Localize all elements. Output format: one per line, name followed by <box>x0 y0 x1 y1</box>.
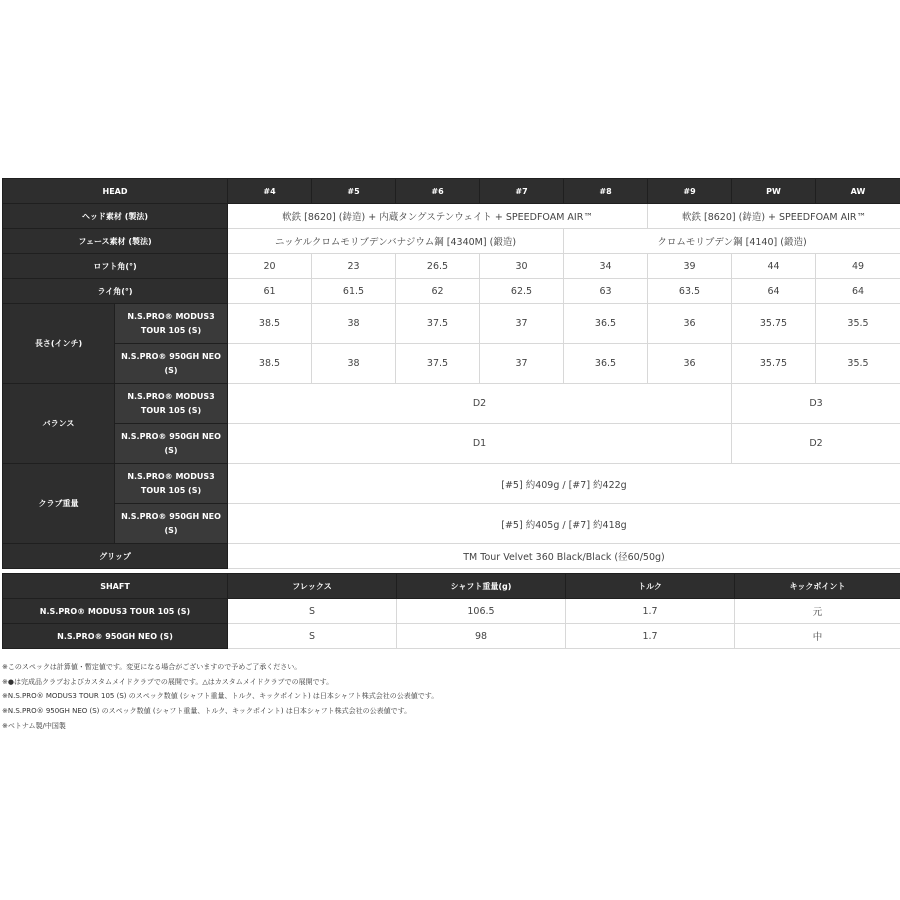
shaft-header: SHAFT <box>3 574 228 599</box>
balance-main: D2 <box>228 384 732 424</box>
row-label: フェース素材 (製法) <box>3 229 228 254</box>
lie-cell: 63 <box>564 279 648 304</box>
loft-cell: 34 <box>564 254 648 279</box>
length-cell: 38.5 <box>228 304 312 344</box>
shaft-weight-header: シャフト重量(g) <box>397 574 566 599</box>
club-header: #8 <box>564 179 648 204</box>
row-label: クラブ重量 <box>3 464 115 544</box>
loft-cell: 49 <box>816 254 900 279</box>
club-header: #4 <box>228 179 312 204</box>
shaft-label: N.S.PRO® 950GH NEO (S) <box>115 504 228 544</box>
table-row <box>3 624 900 649</box>
shaft-label: N.S.PRO® 950GH NEO (S) <box>115 424 228 464</box>
shaft-label: N.S.PRO® 950GH NEO (S) <box>115 344 228 384</box>
balance-row-a <box>3 384 900 424</box>
balance-aw: D3 <box>732 384 900 424</box>
footnote: ※N.S.PRO® MODUS3 TOUR 105 (S) のスペック数値 (シャフト重量、トルク、キックポイント) は日本シャフト株式会社の公表値です。 <box>2 692 439 701</box>
weight-value: [#5] 約405g / [#7] 約418g <box>228 504 900 544</box>
length-cell: 36.5 <box>564 304 648 344</box>
length-cell: 36.5 <box>564 344 648 384</box>
footnote: ※ベトナム製/中国製 <box>2 721 66 730</box>
lie-cell: 62 <box>396 279 480 304</box>
row-label: 長さ(インチ) <box>3 304 115 384</box>
club-header: #7 <box>480 179 564 204</box>
lie-cell: 64 <box>732 279 816 304</box>
lie-cell: 63.5 <box>648 279 732 304</box>
lie-cell: 64 <box>816 279 900 304</box>
loft-cell: 20 <box>228 254 312 279</box>
torque-cell: 1.7 <box>566 624 735 649</box>
loft-cell: 26.5 <box>396 254 480 279</box>
balance-aw: D2 <box>732 424 900 464</box>
shaft-header-row <box>3 574 900 599</box>
weight-row-b <box>3 504 900 544</box>
length-cell: 38 <box>312 304 396 344</box>
row-label: ヘッド素材 (製法) <box>3 204 228 229</box>
head-label: HEAD <box>3 179 228 204</box>
length-cell: 35.75 <box>732 344 816 384</box>
length-cell: 38.5 <box>228 344 312 384</box>
shaft-label: N.S.PRO® MODUS3 TOUR 105 (S) <box>115 384 228 424</box>
footnote: ※●は完成品クラブおよびカスタムメイドクラブでの展開です。△はカスタムメイドクラブでの展開です。 <box>2 677 334 686</box>
length-cell: 38 <box>312 344 396 384</box>
flex-header: フレックス <box>228 574 397 599</box>
shaft-table <box>2 573 900 649</box>
loft-cell: 23 <box>312 254 396 279</box>
lie-cell: 61.5 <box>312 279 396 304</box>
face-material-b: クロムモリブデン鋼 [4140] (鍛造) <box>564 229 900 254</box>
header-row <box>3 179 900 204</box>
length-cell: 37.5 <box>396 344 480 384</box>
length-cell: 37.5 <box>396 304 480 344</box>
shaft-weight-cell: 98 <box>397 624 566 649</box>
row-label: グリップ <box>3 544 228 569</box>
footnotes <box>2 660 898 734</box>
length-cell: 35.5 <box>816 344 900 384</box>
balance-row-b <box>3 424 900 464</box>
head-material-a: 軟鉄 [8620] (鋳造) + 内蔵タングステンウェイト + SPEEDFOAM AIR™ <box>228 204 648 229</box>
length-cell: 36 <box>648 344 732 384</box>
loft-row <box>3 254 900 279</box>
shaft-weight-cell: 106.5 <box>397 599 566 624</box>
club-header: #5 <box>312 179 396 204</box>
kickpoint-header: キックポイント <box>735 574 900 599</box>
club-header: PW <box>732 179 816 204</box>
shaft-name: N.S.PRO® MODUS3 TOUR 105 (S) <box>3 599 228 624</box>
kickpoint-cell: 元 <box>735 599 900 624</box>
length-row-a <box>3 304 900 344</box>
length-cell: 35.75 <box>732 304 816 344</box>
length-row-b <box>3 344 900 384</box>
grip-row <box>3 544 900 569</box>
shaft-label: N.S.PRO® MODUS3 TOUR 105 (S) <box>115 304 228 344</box>
row-label: バランス <box>3 384 115 464</box>
balance-main: D1 <box>228 424 732 464</box>
club-header: #9 <box>648 179 732 204</box>
weight-row-a <box>3 464 900 504</box>
face-material-row <box>3 229 900 254</box>
loft-cell: 30 <box>480 254 564 279</box>
lie-cell: 62.5 <box>480 279 564 304</box>
weight-value: [#5] 約409g / [#7] 約422g <box>228 464 900 504</box>
shaft-label: N.S.PRO® MODUS3 TOUR 105 (S) <box>115 464 228 504</box>
loft-cell: 44 <box>732 254 816 279</box>
footnote: ※N.S.PRO® 950GH NEO (S) のスペック数値 (シャフト重量、トルク、キックポイント) は日本シャフト株式会社の公表値です。 <box>2 707 412 716</box>
flex-cell: S <box>228 624 397 649</box>
lie-cell: 61 <box>228 279 312 304</box>
spec-table <box>2 178 900 569</box>
face-material-a: ニッケルクロムモリブデンバナジウム鋼 [4340M] (鍛造) <box>228 229 564 254</box>
club-header: #6 <box>396 179 480 204</box>
length-cell: 36 <box>648 304 732 344</box>
lie-row <box>3 279 900 304</box>
row-label: ライ角(°) <box>3 279 228 304</box>
flex-cell: S <box>228 599 397 624</box>
grip-value: TM Tour Velvet 360 Black/Black (径60/50g) <box>228 544 900 569</box>
club-header: AW <box>816 179 900 204</box>
length-cell: 37 <box>480 344 564 384</box>
length-cell: 37 <box>480 304 564 344</box>
length-cell: 35.5 <box>816 304 900 344</box>
head-material-row <box>3 204 900 229</box>
kickpoint-cell: 中 <box>735 624 900 649</box>
loft-cell: 39 <box>648 254 732 279</box>
head-material-b: 軟鉄 [8620] (鋳造) + SPEEDFOAM AIR™ <box>648 204 900 229</box>
torque-header: トルク <box>566 574 735 599</box>
shaft-name: N.S.PRO® 950GH NEO (S) <box>3 624 228 649</box>
torque-cell: 1.7 <box>566 599 735 624</box>
footnote: ※このスペックは計算値・暫定値です。変更になる場合がございますので予めご了承ください。 <box>2 663 302 671</box>
table-row <box>3 599 900 624</box>
row-label: ロフト角(°) <box>3 254 228 279</box>
